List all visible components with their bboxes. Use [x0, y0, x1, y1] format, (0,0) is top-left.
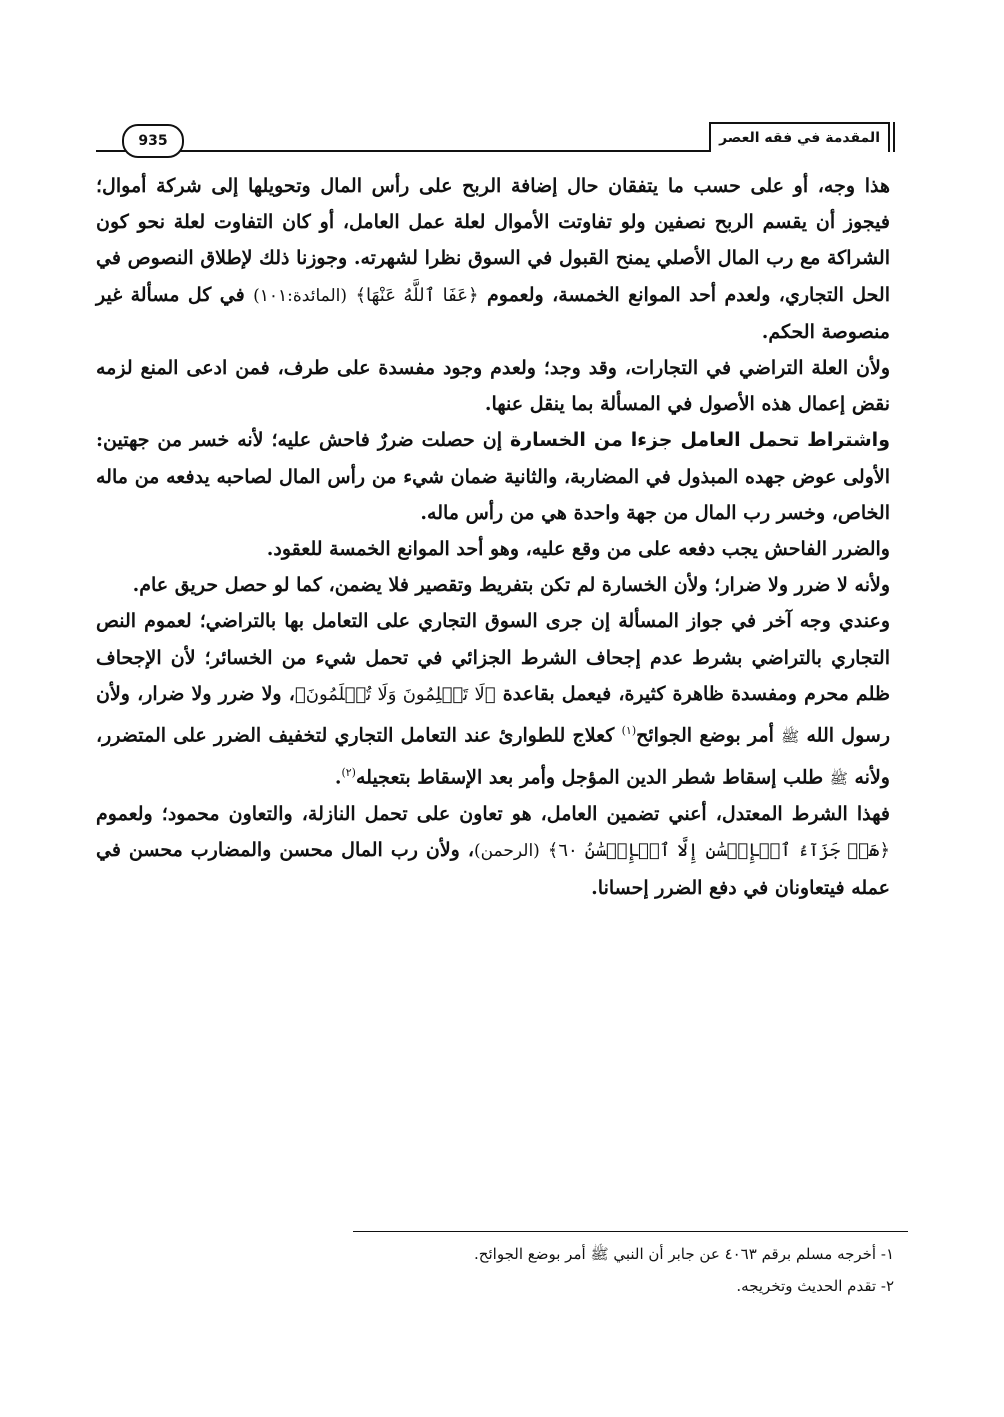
paragraph-text: والضرر الفاحش يجب دفعه على من وقع عليه، وهو أحد الموانع الخمسة للعقود.: [266, 538, 890, 561]
paragraph-text: ولأنه لا ضرر ولا ضرار؛ ولأن الخسارة لم تكن بتفريط وتقصير فلا يضمن، كما لو حصل حريق عام.: [132, 574, 890, 597]
running-header: [96, 118, 890, 152]
quran-verse: هَلۡ جَزَآءُ ٱلۡإِحۡسَٰنِ إِلَّا ٱلۡإِحۡسَٰنُ ٦٠: [558, 840, 880, 862]
paragraph-2: [96, 350, 890, 422]
quran-bracket-close: ﴾: [547, 840, 559, 862]
paragraph-5: [96, 567, 890, 603]
quran-verse: عَفَا ٱللَّهُ عَنْهَا: [366, 284, 468, 306]
paragraph-text: وعندي وجه آخر في جواز المسألة إن جرى السوق التجاري على التعامل بها بالتراضي؛ لعموم النص التجاري بالتراضي بشرط عدم إجحاف الشرط الجزائي في تحمل شيء من الخسائر؛ لأن الإجحاف ظلم محرم ومفسدة ظاهرة كثيرة، فيعمل بقاعدة: [96, 610, 890, 705]
page-number: 935: [122, 124, 184, 158]
salutation-marker: ﷺ: [781, 727, 800, 746]
footnote-2: [334, 1270, 894, 1302]
salutation-marker: ﷺ: [829, 768, 848, 787]
paragraph-text: .: [334, 765, 342, 788]
paragraph-text: كعلاج للطوارئ عند التعامل التجاري لتخفيف الضرر على المتضرر، ولأنه: [96, 724, 890, 788]
footnotes: [334, 1238, 894, 1302]
quran-bracket-open: ﴿: [484, 683, 496, 705]
salutation-marker: ﷺ: [590, 1245, 609, 1263]
paragraph-text: في كل مسألة غير منصوصة الحكم.: [96, 283, 890, 343]
paragraph-1: [96, 168, 890, 350]
quran-verse: لَا تَظۡلِمُونَ وَلَا تُظۡلَمُونَ: [305, 683, 485, 705]
paragraph-text: هذا وجه، أو على حسب ما يتفقان حال إضافة الربح على رأس المال وتحويلها إلى شركة أموال؛ فيجوز أن يقسم الربح نصفين ولو تفاوتت الأموال لعلة عمل العامل، أو كان التفاوت لعلة نحو كون الشراكة مع رب المال الأصلي يمنح القبول في السوق نظرا لشهرته. وجوزنا ذلك لإطلاق النصوص في الحل التجاري، ولعدم أحد الموانع الخمسة، ولعموم: [96, 175, 890, 306]
quran-bracket-open: ﴿: [468, 284, 479, 306]
footnote-separator: [353, 1231, 908, 1232]
paragraph-text: ، ولا ضرر ولا ضرار، ولأن رسول الله: [96, 682, 891, 747]
paragraph-text: طلب إسقاط شطر الدين المؤجل وأمر بعد الإسقاط بتعجيله: [355, 765, 824, 788]
inline-heading: واشتراط تحمل العامل جزءا من الخسارة: [509, 429, 890, 452]
paragraph-text: ، ولأن رب المال محسن والمضارب محسن في عمله فيتعاونان في دفع الضرر إحسانا.: [96, 839, 890, 899]
book-title: المقدمة في فقه العصر: [709, 122, 890, 152]
footnote-text: ١- أخرجه مسلم برقم ٤٠٦٣ عن جابر أن النبي: [613, 1245, 894, 1263]
paragraph-4: [96, 531, 890, 567]
footnote-ref: (٢): [341, 765, 356, 779]
paragraph-3: [96, 422, 890, 531]
paragraph-text: فهذا الشرط المعتدل، أعني تضمين العامل، هو تعاون على تحمل النازلة، والتعاون محمود؛ ولعموم: [96, 803, 890, 826]
paragraph-text: ولأن العلة التراضي في التجارات، وقد وجد؛ ولعدم وجود مفسدة على طرف، فمن ادعى المنع لزمه نقض إعمال هذه الأصول في المسألة بما ينقل عنها.: [96, 357, 890, 416]
footnote-1: [334, 1238, 894, 1270]
quran-bracket-close: ﴾: [355, 284, 366, 306]
verse-reference: (المائدة:١٠١): [253, 285, 348, 306]
paragraph-text: أمر بوضع الجوائح: [636, 724, 774, 747]
footnote-text: ٢- تقدم الحديث وتخريجه.: [736, 1277, 894, 1295]
verse-reference: (الرحمن): [473, 841, 540, 862]
paragraph-7: [96, 796, 890, 906]
footnote-text: أمر بوضع الجوائح.: [474, 1245, 586, 1263]
paragraph-text: إن حصلت ضررٌ فاحش عليه؛ لأنه خسر من جهتين: الأولى عوض جهده المبذول في المضاربة، والثانية ضمان شيء من رأس المال لصاحبه يدفعه من ماله الخاص، وخسر رب المال من جهة واحدة هي من رأس ماله.: [96, 429, 890, 524]
quran-bracket-open: ﴿: [879, 840, 890, 862]
quran-bracket-close: ﴾: [294, 683, 306, 705]
footnote-ref: (١): [621, 724, 637, 738]
paragraph-6: [96, 603, 890, 796]
main-text: [96, 168, 890, 906]
